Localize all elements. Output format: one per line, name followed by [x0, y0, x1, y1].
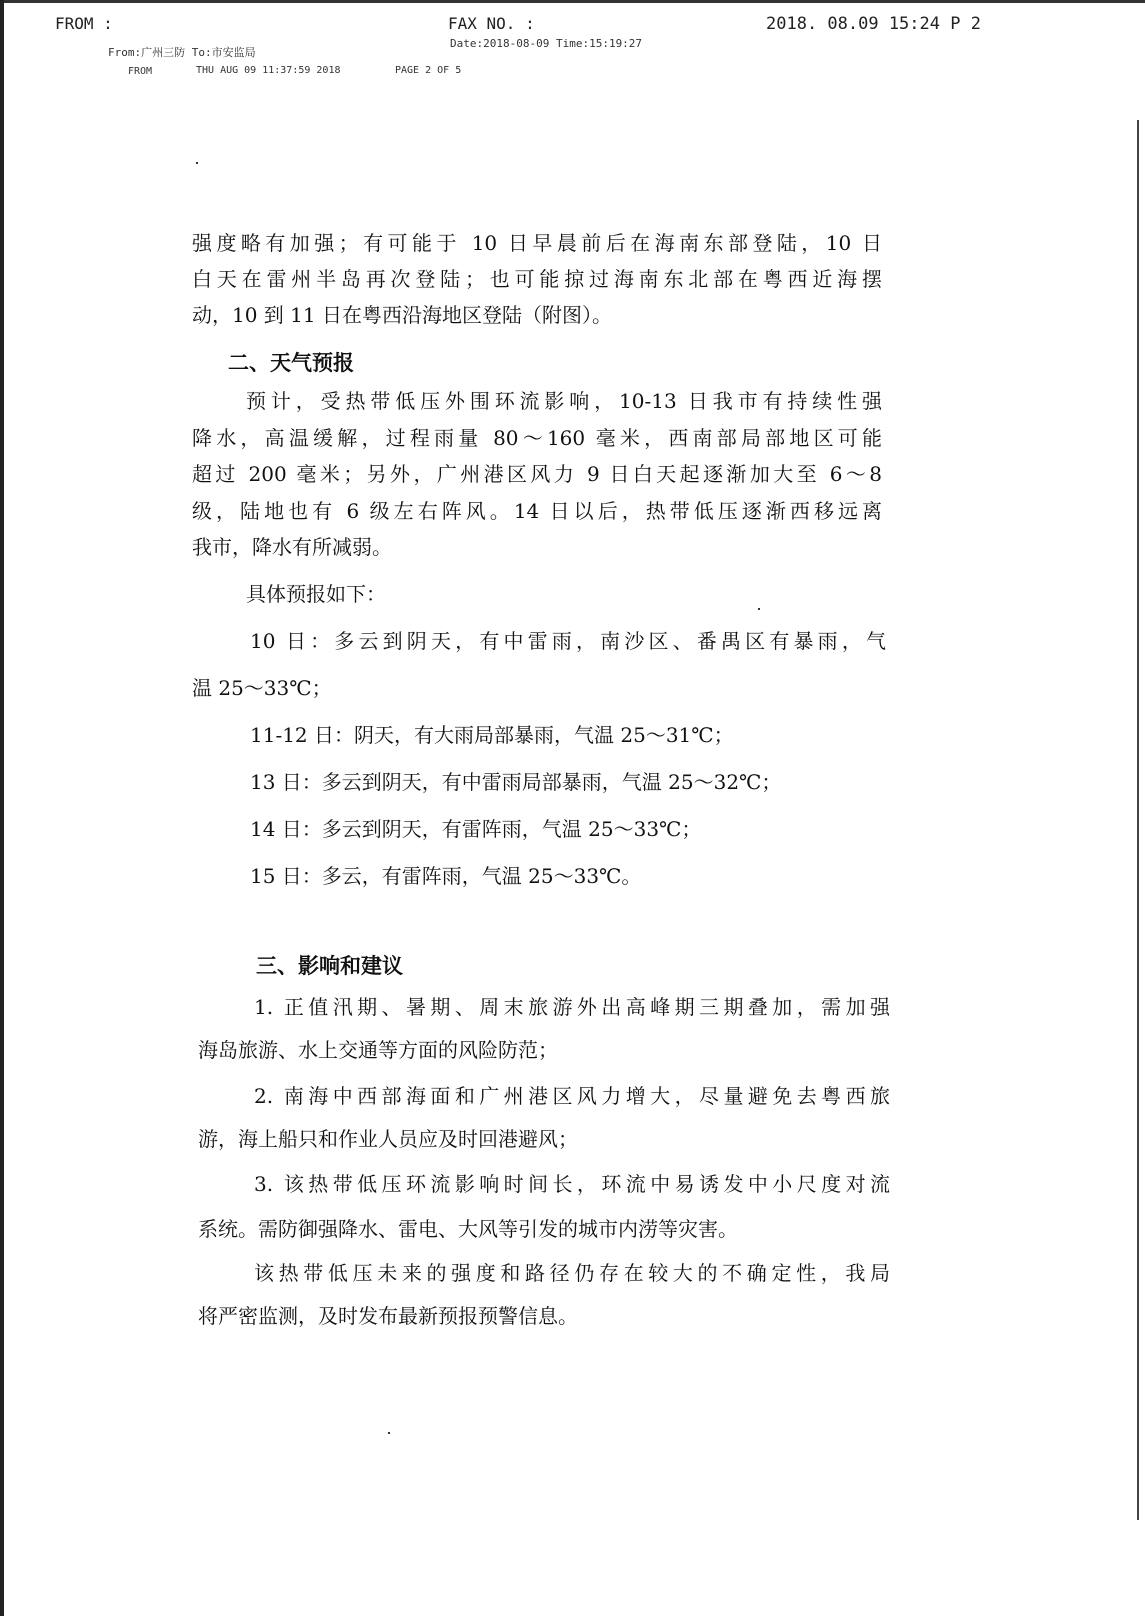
daily-forecast: 15 日：多云，有雷阵雨，气温 25～33℃。 — [250, 864, 642, 888]
forecast-paragraph-line: 超过 200 毫米；另外，广州港区风力 9 日白天起逐渐加大至 6～8 — [192, 462, 882, 486]
daily-forecast: 10 日：多云到阴天，有中雷雨，南沙区、番禺区有暴雨，气 — [250, 629, 886, 653]
scan-edge-top — [0, 0, 1145, 3]
closing-line: 该热带低压未来的强度和路径仍存在较大的不确定性，我局 — [254, 1261, 890, 1285]
scan-speck — [758, 608, 760, 610]
fax-routing: From:广州三防 To:市安监局 — [108, 46, 256, 59]
forecast-intro: 具体预报如下： — [246, 582, 386, 606]
advice-line: 1. 正值汛期、暑期、周末旅游外出高峰期三期叠加，需加强 — [254, 995, 890, 1019]
section-heading-impacts-advice: 三、影响和建议 — [256, 954, 403, 978]
advice-line: 海岛旅游、水上交通等方面的风险防范； — [198, 1038, 558, 1062]
daily-forecast: 13 日：多云到阴天，有中雷雨局部暴雨，气温 25～32℃； — [250, 770, 782, 794]
fax-timestamp: 2018. 08.09 15:24 P 2 — [766, 14, 981, 34]
intro-line: 动，10 到 11 日在粤西沿海地区登陆（附图）。 — [192, 303, 612, 327]
scan-speck — [196, 162, 198, 164]
advice-line: 游，海上船只和作业人员应及时回港避风； — [198, 1127, 578, 1151]
forecast-paragraph-line: 级，陆地也有 6 级左右阵风。14 日以后，热带低压逐渐西移远离 — [192, 499, 882, 523]
section-heading-weather-forecast: 二、天气预报 — [228, 351, 354, 375]
forecast-paragraph-line: 预计，受热带低压外围环流影响，10-13 日我市有持续性强 — [246, 389, 882, 413]
intro-line: 白天在雷州半岛再次登陆；也可能掠过海南东北部在粤西近海摆 — [192, 267, 882, 291]
daily-forecast: 温 25～33℃； — [192, 676, 332, 700]
advice-line: 2. 南海中西部海面和广州港区风力增大，尽量避免去粤西旅 — [254, 1084, 890, 1108]
fax-date-time: Date:2018-08-09 Time:15:19:27 — [450, 37, 643, 50]
daily-forecast: 14 日：多云到阴天，有雷阵雨，气温 25～33℃； — [250, 817, 702, 841]
fax-tx-page: PAGE 2 OF 5 — [395, 65, 462, 76]
fax-from-label: FROM : — [55, 14, 113, 33]
scan-speck — [388, 1432, 390, 1434]
scan-edge-left — [0, 0, 4, 1616]
advice-line: 3. 该热带低压环流影响时间长，环流中易诱发中小尺度对流 — [254, 1172, 890, 1196]
daily-forecast: 11-12 日：阴天，有大雨局部暴雨，气温 25～31℃； — [250, 723, 734, 747]
fax-tx-from: FROM — [128, 66, 153, 77]
forecast-paragraph-line: 我市，降水有所减弱。 — [192, 535, 392, 559]
scan-edge-right — [1137, 120, 1139, 1520]
forecast-paragraph-line: 降水，高温缓解，过程雨量 80～160 毫米，西南部局部地区可能 — [192, 426, 882, 450]
intro-line: 强度略有加强；有可能于 10 日早晨前后在海南东部登陆，10 日 — [192, 231, 882, 255]
closing-line: 将严密监测，及时发布最新预报预警信息。 — [198, 1304, 578, 1328]
fax-number-label: FAX NO. : — [448, 14, 535, 33]
advice-line: 系统。需防御强降水、雷电、大风等引发的城市内涝等灾害。 — [198, 1217, 738, 1241]
fax-tx-time: THU AUG 09 11:37:59 2018 — [196, 65, 341, 76]
